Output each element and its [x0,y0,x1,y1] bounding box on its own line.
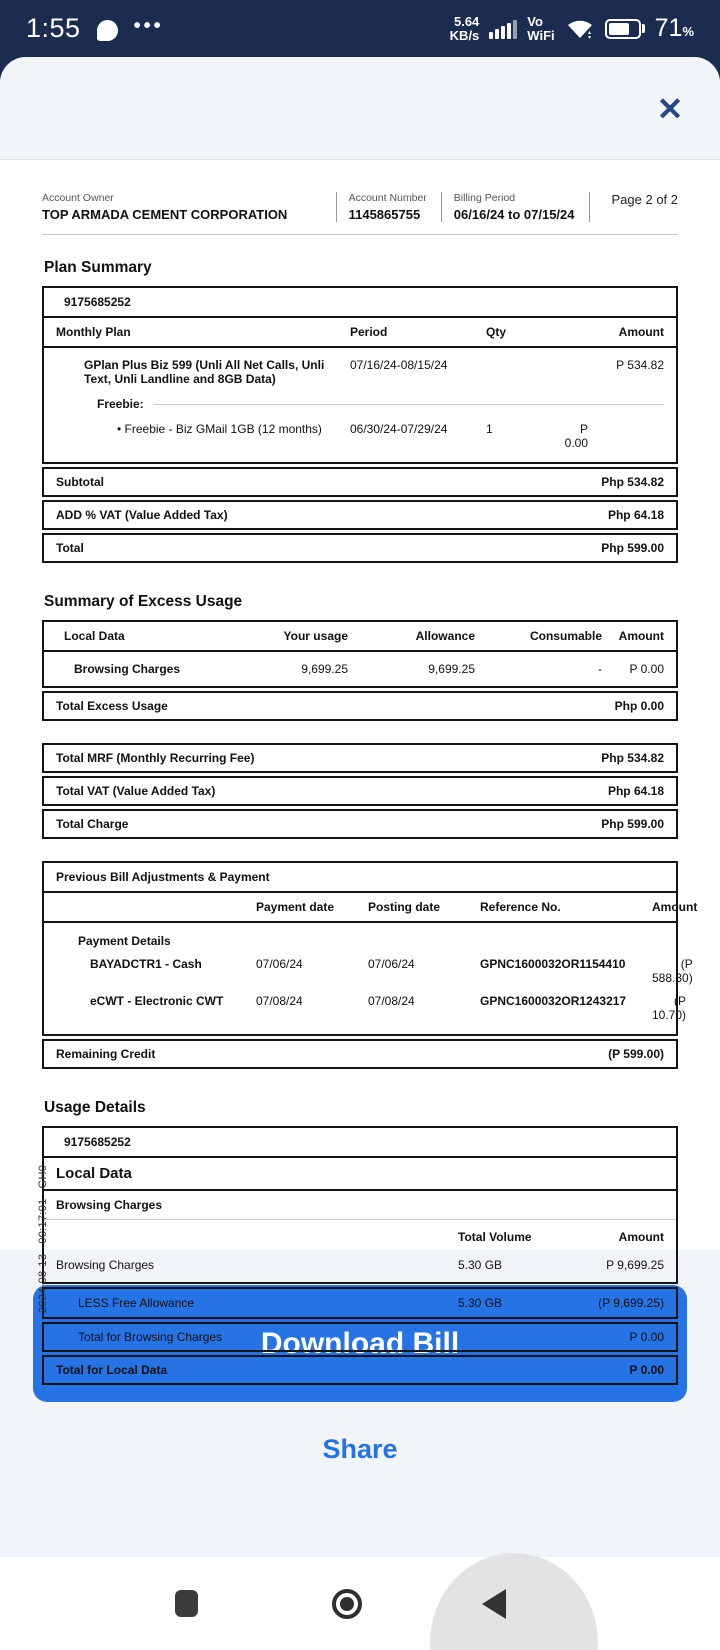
divider [441,192,442,222]
divider [589,192,590,222]
network-speed: 5.64 KB/s [449,14,480,43]
more-notifications-icon: ••• [133,15,164,37]
plan-summary-title: Plan Summary [44,259,152,276]
clock: 1:55 [26,13,81,43]
home-button[interactable] [307,1557,387,1650]
total-vat-row: Total VAT (Value Added Tax) Php 64.18 [42,776,678,806]
msisdn: 9175685252 [44,288,676,318]
less-allowance-row [42,1287,678,1319]
close-icon: ✕ [656,91,684,127]
freebie-row [44,415,676,462]
usage-columns: Total Volume Amount [458,1230,664,1244]
freebie-name: • Freebie - Biz GMail 1GB (12 months) [117,422,322,436]
billing-period-label: Billing Period [453,192,516,204]
browsing-charges-header: Browsing Charges [44,1191,676,1220]
payment-row: eCWT - Electronic CWT 07/08/24 07/08/24 GPNC1600032OR1243217 (P 10.70) [90,994,687,1022]
battery-icon [605,19,645,39]
android-nav-bar [0,1557,720,1650]
battery-percent: 71% [654,14,694,42]
excess-usage-columns: Local Data Your usage Allowance Consumable Amount [44,622,676,652]
total-local-data-row: Total for Local Data P 0.00 [42,1355,678,1385]
plan-amount: P 534.82 [616,358,664,372]
page-indicator: Page 2 of 2 [611,192,678,207]
previous-bill-table [42,861,698,1036]
freebie-amount: P 0.00 [564,422,588,450]
account-number-value: 1145865755 [348,207,421,222]
vowifi-indicator: Vo WiFi [527,14,555,43]
vat-row: ADD % VAT (Value Added Tax) Php 64.18 [42,500,678,530]
download-bill-button[interactable]: Download Bill [33,1285,687,1402]
bill-sheet [0,57,720,1650]
total-charge-row: Total Charge Php 599.00 [42,809,678,839]
total-mrf-row: Total MRF (Monthly Recurring Fee) Php 534.82 [42,743,678,773]
previous-bill-columns: Payment date Posting date Reference No. Amount [44,893,676,923]
account-number-label: Account Number [348,192,427,204]
freebie-qty: 1 [486,422,493,436]
back-icon [482,1589,506,1619]
plan-summary-columns: Monthly Plan Period Qty Amount [44,318,676,348]
freebie-divider-row [44,393,676,415]
close-button[interactable] [648,87,692,131]
subtotal-row: Subtotal Php 534.82 [42,467,678,497]
remaining-credit-row: Remaining Credit (P 599.00) [42,1039,678,1069]
excess-usage-title: Summary of Excess Usage [44,593,243,610]
billing-period-value: 06/16/24 to 07/15/24 [453,207,575,222]
sheet-header [0,57,720,160]
chat-notification-icon [97,20,118,41]
payment-details-label: Payment Details [78,934,171,948]
account-owner-label: Account Owner [42,192,114,204]
usage-row: LESS Free Allowance 5.30 GB (P 9,699.25) [78,1296,664,1310]
local-data-header: Local Data [44,1158,676,1191]
total-excess-row: Total Excess Usage Php 0.00 [42,691,678,721]
back-button[interactable] [454,1557,534,1650]
wifi-icon [565,17,595,41]
usage-row: Browsing Charges 5.30 GB P 9,699.25 [56,1258,664,1272]
usage-details-title: Usage Details [44,1099,146,1116]
divider [336,192,337,222]
excess-usage-table [42,620,678,688]
share-button[interactable]: Share [322,1434,398,1464]
freebie-period: 06/30/24-07/29/24 [350,422,448,436]
payment-row: BAYADCTR1 - Cash 07/06/24 07/06/24 GPNC1600032OR1154410 (P 588.30) [90,957,693,985]
total-row: Total Php 599.00 [42,533,678,563]
account-owner-block [42,192,336,222]
recents-button[interactable] [146,1557,226,1650]
status-bar [0,0,720,57]
print-timestamp: 2024-08-13 00:17:01 GH0 [37,1164,49,1313]
signal-strength-icon [489,19,517,39]
billing-period-block [454,192,589,222]
bill-header [42,192,678,235]
plan-summary-table [42,286,678,464]
recents-icon [175,1590,198,1617]
account-owner-value: TOP ARMADA CEMENT CORPORATION [42,207,288,222]
plan-period: 07/16/24-08/15/24 [350,358,448,372]
account-number-block [349,192,441,222]
excess-usage-row: Browsing Charges 9,699.25 9,699.25 - P 0.00 [74,662,664,676]
usage-details-table [42,1126,678,1284]
previous-bill-title: Previous Bill Adjustments & Payment [44,863,676,893]
plan-row [44,348,676,393]
total-browsing-row: Total for Browsing Charges P 0.00 [42,1322,678,1352]
home-icon [332,1589,362,1619]
plan-name: GPlan Plus Biz 599 (Unli All Net Calls, Unli Text, Unli Landline and 8GB Data) [84,358,325,386]
freebie-label: Freebie: [97,397,144,411]
usage-msisdn: 9175685252 [44,1128,676,1158]
